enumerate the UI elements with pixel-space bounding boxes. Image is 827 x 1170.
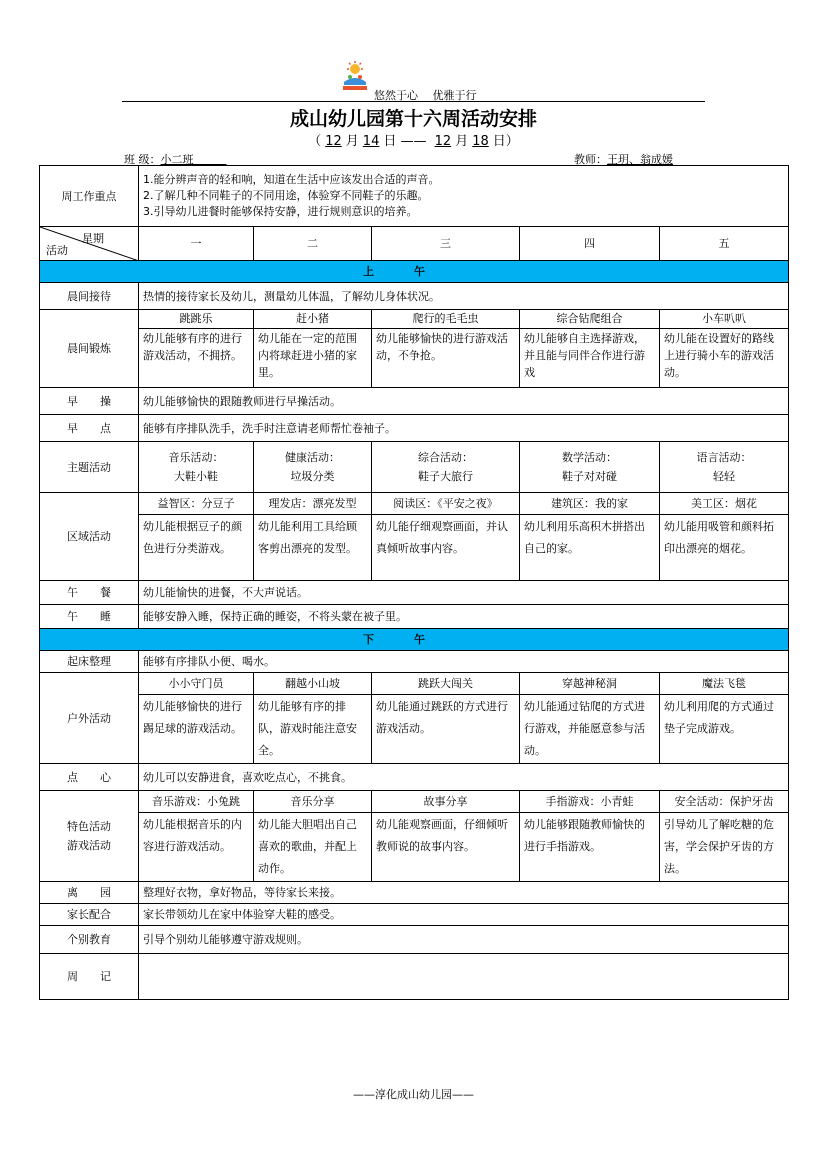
row-label: 点 心 (40, 764, 139, 791)
row-label: 主题活动 (40, 442, 139, 493)
motto: 悠然于心 优雅于行 (374, 89, 477, 102)
parents-row (40, 904, 789, 926)
outdoor-text-row (40, 695, 789, 764)
drill-row (40, 388, 789, 415)
day-header: 二 (254, 227, 372, 261)
day-header: 三 (372, 227, 520, 261)
day-header: 五 (660, 227, 789, 261)
row-label: 早 点 (40, 415, 139, 442)
cell-text: 幼儿能通过跳跃的方式进行游戏活动。 (372, 695, 520, 764)
teacher-info: 教师：王玥、翁成媛 (574, 153, 673, 166)
class-value: 小二班 (160, 153, 194, 166)
cell-text: 幼儿能够有序的进行游戏活动，不拥挤。 (139, 329, 254, 388)
cell-title: 益智区：分豆子 (139, 493, 254, 515)
notes-row (40, 954, 789, 1000)
page-title: 成山幼儿园第十六周活动安排 (289, 108, 537, 130)
reception-row (40, 283, 789, 310)
cell-text: 幼儿能够自主选择游戏，并且能与同伴合作进行游戏 (520, 329, 660, 388)
focus-row (40, 166, 789, 227)
cell-text: 幼儿能够愉快的进行游戏活动，不争抢。 (372, 329, 520, 388)
header-divider (122, 101, 705, 102)
cell-text: 幼儿能通过钻爬的方式进行游戏，并能愿意参与活动。 (520, 695, 660, 764)
leave-row (40, 882, 789, 904)
individual-row (40, 926, 789, 954)
cell-text: 幼儿能够有序的排队，游戏时能注意安全。 (254, 695, 372, 764)
cell-text: 幼儿能利用工具给顾客剪出漂亮的发型。 (254, 515, 372, 581)
special-text-row (40, 813, 789, 882)
cell-title: 理发店：漂亮发型 (254, 493, 372, 515)
cell-title: 小车叭叭 (660, 310, 789, 329)
cell-text: 幼儿能在设置好的路线上进行骑小车的游戏活动。 (660, 329, 789, 388)
row-content: 能够有序排队洗手，洗手时注意请老师帮忙卷袖子。 (139, 415, 789, 442)
footer: ——淳化成山幼儿园—— (353, 1088, 474, 1101)
cell-text: 幼儿能大胆唱出自己喜欢的歌曲，并配上动作。 (254, 813, 372, 882)
cell-title: 手指游戏：小青蛙 (520, 791, 660, 813)
cell-title: 阅读区：《平安之夜》 (372, 493, 520, 515)
row-label: 晨间接待 (40, 283, 139, 310)
cell-title: 建筑区：我的家 (520, 493, 660, 515)
row-content: 能够安静入睡，保持正确的睡姿，不将头蒙在被子里。 (139, 605, 789, 629)
nap-row (40, 605, 789, 629)
cell-title: 跳跳乐 (139, 310, 254, 329)
row-content: 幼儿能愉快的进餐，不大声说话。 (139, 581, 789, 605)
cell-title: 翻越小山坡 (254, 673, 372, 695)
theme-cell: 综合活动： 鞋子大旅行 (372, 442, 520, 493)
row-content: 能够有序排队小便、喝水。 (139, 651, 789, 673)
row-content: 引导个别幼儿能够遵守游戏规则。 (139, 926, 789, 954)
wake-row (40, 651, 789, 673)
focus-content: 1.能分辨声音的轻和响，知道在生活中应该发出合适的声音。 2.了解几种不同鞋子的不同用途，体验穿不同鞋子的乐趣。 3.引导幼儿进餐时能够保持安静，进行规则意识的培养。 (139, 166, 789, 227)
cell-title: 安全活动：保护牙齿 (660, 791, 789, 813)
outdoor-title-row (40, 673, 789, 695)
row-label: 午 餐 (40, 581, 139, 605)
area-title-row (40, 493, 789, 515)
cell-title: 赶小猪 (254, 310, 372, 329)
cell-text: 幼儿能根据豆子的颜色进行分类游戏。 (139, 515, 254, 581)
cell-title: 小小守门员 (139, 673, 254, 695)
row-label: 离 园 (40, 882, 139, 904)
row-content: 热情的接待家长及幼儿，测量幼儿体温，了解幼儿身体状况。 (139, 283, 789, 310)
day-header: 四 (520, 227, 660, 261)
row-label: 早 操 (40, 388, 139, 415)
row-label: 个别教育 (40, 926, 139, 954)
cell-title: 音乐游戏：小兔跳 (139, 791, 254, 813)
cell-title: 魔法飞毯 (660, 673, 789, 695)
morning-band: 上午 (40, 261, 789, 283)
date-range: （ 12 月 14 日 —— 12 月 18 日） (308, 134, 519, 149)
theme-cell: 音乐活动： 大鞋小鞋 (139, 442, 254, 493)
cell-text: 幼儿利用乐高积木拼搭出自己的家。 (520, 515, 660, 581)
row-label: 午 睡 (40, 605, 139, 629)
cell-text: 幼儿能根据音乐的内容进行游戏活动。 (139, 813, 254, 882)
cell-title: 跳跃大闯关 (372, 673, 520, 695)
cell-title: 综合钻爬组合 (520, 310, 660, 329)
cell-text: 幼儿利用爬的方式通过垫子完成游戏。 (660, 695, 789, 764)
area-text-row (40, 515, 789, 581)
cell-text: 幼儿能在一定的范围内将球赶进小猪的家里。 (254, 329, 372, 388)
row-label: 户外活动 (40, 673, 139, 764)
cell-text: 幼儿能仔细观察画面，并认真倾听故事内容。 (372, 515, 520, 581)
row-content: 幼儿能够愉快的跟随教师进行早操活动。 (139, 388, 789, 415)
row-label: 晨间锻炼 (40, 310, 139, 388)
row-label: 家长配合 (40, 904, 139, 926)
row-label: 特色活动 游戏活动 (40, 791, 139, 882)
exercise-title-row (40, 310, 789, 329)
cell-text: 幼儿能用吸管和颜料拓印出漂亮的烟花。 (660, 515, 789, 581)
row-content: 家长带领幼儿在家中体验穿大鞋的感受。 (139, 904, 789, 926)
theme-cell: 数学活动： 鞋子对对碰 (520, 442, 660, 493)
schedule-table (39, 165, 789, 1000)
special-title-row (40, 791, 789, 813)
row-label: 区域活动 (40, 493, 139, 581)
exercise-text-row (40, 329, 789, 388)
school-logo (340, 60, 370, 92)
days-header-row (40, 227, 789, 261)
cell-title: 穿越神秘洞 (520, 673, 660, 695)
class-info: 班 级：小二班 (124, 153, 194, 166)
row-label: 周 记 (40, 954, 139, 1000)
row-content: 幼儿可以安静进食，喜欢吃点心，不挑食。 (139, 764, 789, 791)
lunch-row (40, 581, 789, 605)
teacher-value: 王玥、翁成媛 (607, 153, 673, 166)
theme-cell: 语言活动： 轻轻 (660, 442, 789, 493)
cell-text: 幼儿能够跟随教师愉快的进行手指游戏。 (520, 813, 660, 882)
theme-row (40, 442, 789, 493)
snack-pm-row (40, 764, 789, 791)
afternoon-band: 下午 (40, 629, 789, 651)
row-label: 周工作重点 (40, 166, 139, 227)
theme-cell: 健康活动： 垃圾分类 (254, 442, 372, 493)
cell-title: 爬行的毛毛虫 (372, 310, 520, 329)
row-label: 起床整理 (40, 651, 139, 673)
row-content: 整理好衣物，拿好物品，等待家长来接。 (139, 882, 789, 904)
cell-title: 美工区：烟花 (660, 493, 789, 515)
diagonal-header: 星期 活动 (40, 227, 139, 261)
cell-title: 故事分享 (372, 791, 520, 813)
cell-text: 幼儿能观察画面，仔细倾听教师说的故事内容。 (372, 813, 520, 882)
notes-field[interactable] (139, 954, 789, 1000)
snack-am-row (40, 415, 789, 442)
cell-text: 引导幼儿了解吃糖的危害，学会保护牙齿的方法。 (660, 813, 789, 882)
cell-title: 音乐分享 (254, 791, 372, 813)
day-header: 一 (139, 227, 254, 261)
cell-text: 幼儿能够愉快的进行踢足球的游戏活动。 (139, 695, 254, 764)
